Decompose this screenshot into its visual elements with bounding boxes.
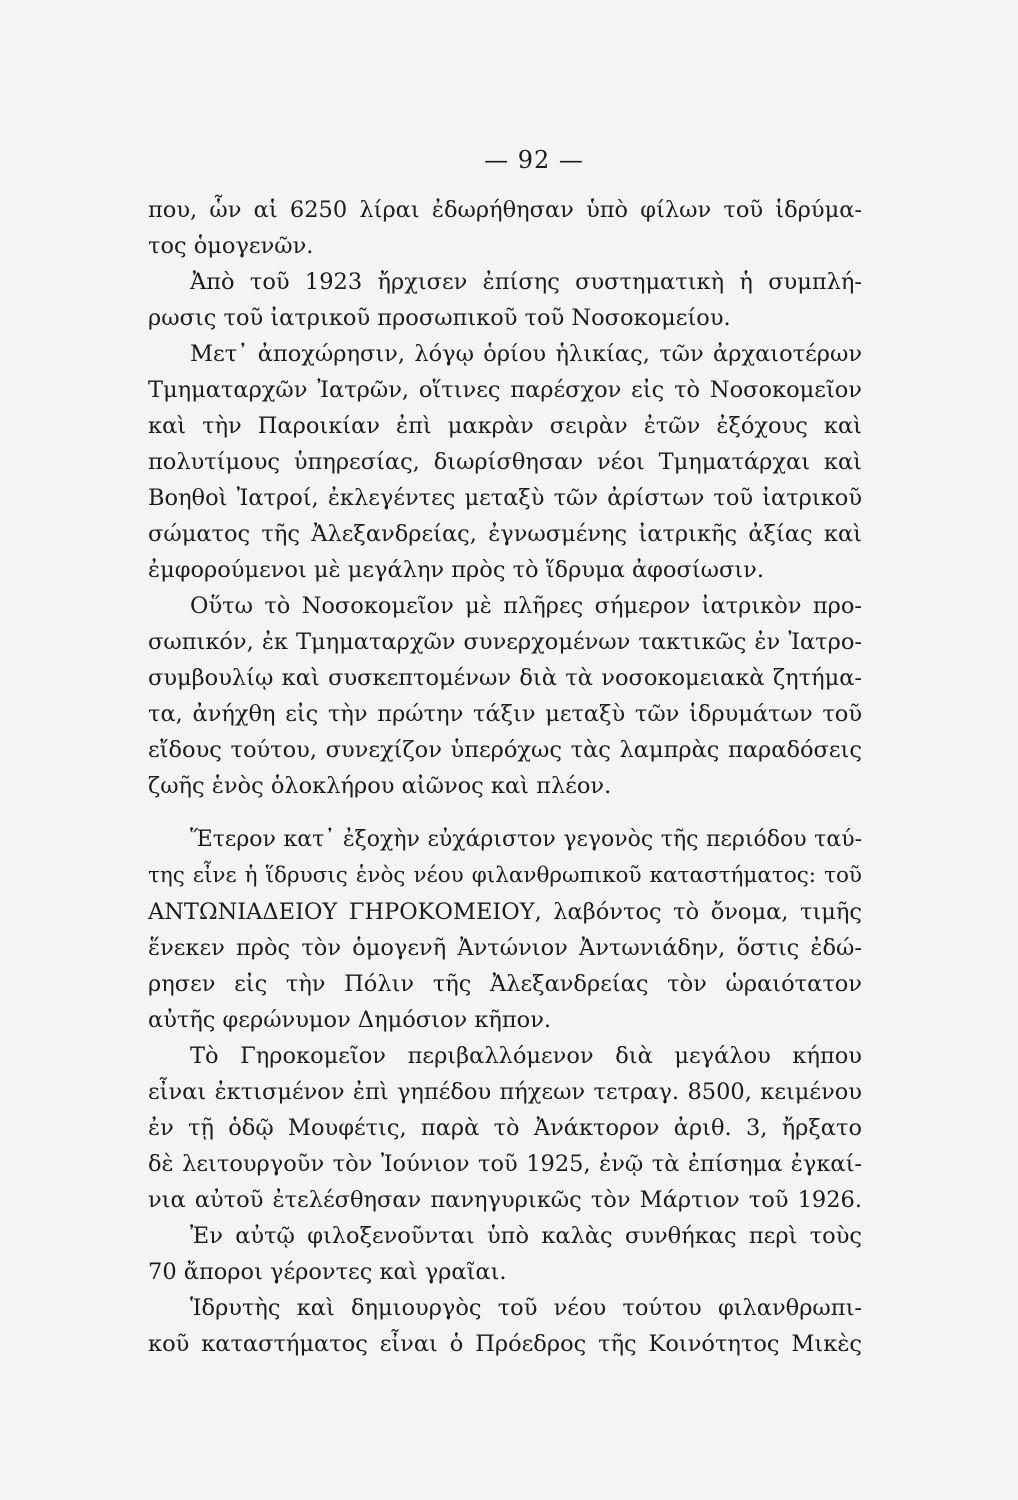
text-line: σώματος τῆς Ἀλεξανδρείας, ἐγνωσμένης ἰατρικῆς ἀξίας καὶ [148,521,862,547]
text-line: ἐν τῇ ὁδῷ Μουφέτις, παρὰ τὸ Ἀνάκτορον ἀριθ. 3, ἤρξατο [148,1115,862,1141]
text-line: ἐμφορούμενοι μὲ μεγάλην πρὸς τὸ ἵδρυμα ἀφοσίωσιν. [148,557,765,583]
text-line: πολυτίμους ὑπηρεσίας, διωρίσθησαν νέοι Τμηματάρχαι καὶ [148,449,862,475]
text-line: καὶ τὴν Παροικίαν ἐπὶ μακρὰν σειρὰν ἐτῶν ἐξόχους καὶ [148,413,862,439]
text-line: σωπικόν, ἐκ Τμηματαρχῶν συνερχομένων τακτικῶς ἐν Ἰατρο- [148,629,862,655]
text-section-hospital-staff [148,192,862,804]
page-number: — 92 — [484,146,584,174]
text-line: Μετ᾽ ἀποχώρησιν, λόγῳ ὁρίου ἡλικίας, τῶν ἀρχαιοτέρων [190,341,862,367]
text-line: κοῦ καταστήματος εἶναι ὁ Πρόεδρος τῆς Κοινότητος Μικὲς [148,1331,862,1357]
text-line: Ἀπὸ τοῦ 1923 ἤρχισεν ἐπίσης συστηματικὴ ἡ συμπλή- [190,269,862,295]
text-line: ἕνεκεν πρὸς τὸν ὁμογενῆ Ἀντώνιον Ἀντωνιάδην, ὅστις ἐδώ- [148,935,862,961]
text-line: Βοηθοὶ Ἰατροί, ἐκλεγέντες μεταξὺ τῶν ἀρίστων τοῦ ἰατρικοῦ [148,485,862,511]
text-line: Ἐν αὐτῷ φιλοξενοῦνται ὑπὸ καλὰς συνθήκας περὶ τοὺς [190,1223,862,1249]
text-line: Οὕτω τὸ Νοσοκομεῖον μὲ πλῆρες σήμερον ἰατρικὸν προ- [190,593,862,619]
text-section-antoniadis-home [148,822,862,1362]
text-line: ρωσις τοῦ ἰατρικοῦ προσωπικοῦ τοῦ Νοσοκομείου. [148,305,731,331]
text-line: αὐτῆς φερώνυμον Δημόσιον κῆπον. [148,1007,552,1033]
text-line: Τὸ Γηροκομεῖον περιβαλλόμενον διὰ μεγάλου κήπου [190,1043,862,1069]
text-line: Ἱδρυτὴς καὶ δημιουργὸς τοῦ νέου τούτου φιλανθρωπι- [190,1295,862,1321]
text-line: ζωῆς ἑνὸς ὁλοκλήρου αἰῶνος καὶ πλέον. [148,773,612,799]
text-line: τος ὁμογενῶν. [148,233,314,259]
text-line: νια αὐτοῦ ἐτελέσθησαν πανηγυρικῶς τὸν Μάρτιον τοῦ 1926. [148,1187,862,1213]
text-line: ρησεν εἰς τὴν Πόλιν τῆς Ἀλεξανδρείας τὸν ὡραιότατον [148,971,862,997]
text-line: ΑΝΤΩΝΙΑΔΕΙΟΥ ΓΗΡΟΚΟΜΕΙΟΥ, λαβόντος τὸ ὄνομα, τιμῆς [148,899,862,925]
text-line: που, ὧν αἱ 6250 λίραι ἐδωρήθησαν ὑπὸ φίλων τοῦ ἱδρύμα- [148,197,862,223]
text-line: δὲ λειτουργοῦν τὸν Ἰούνιον τοῦ 1925, ἐνῷ τὰ ἐπίσημα ἐγκαί- [148,1151,862,1177]
text-line: Ἕτερον κατ᾽ ἐξοχὴν εὐχάριστον γεγονὸς τῆς περιόδου ταύ- [190,827,862,852]
text-line: τα, ἀνήχθη εἰς τὴν πρώτην τάξιν μεταξὺ τῶν ἱδρυμάτων τοῦ [148,701,862,727]
text-line: της εἶνε ἡ ἵδρυσις ἑνὸς νέου φιλανθρωπικοῦ καταστήματος: τοῦ [148,863,862,888]
text-line: 70 ἄποροι γέροντες καὶ γραῖαι. [148,1259,507,1285]
text-line: Τμηματαρχῶν Ἰατρῶν, οἵτινες παρέσχον εἰς τὸ Νοσοκομεῖον [148,377,862,403]
text-line: εἴδους τούτου, συνεχίζον ὑπερόχως τὰς λαμπρὰς παραδόσεις [148,737,862,763]
text-line: εἶναι ἐκτισμένον ἐπὶ γηπέδου πήχεων τετραγ. 8500, κειμένου [148,1079,862,1105]
text-line: συμβουλίῳ καὶ συσκεπτομένων διὰ τὰ νοσοκομειακὰ ζητήμα- [148,665,862,691]
